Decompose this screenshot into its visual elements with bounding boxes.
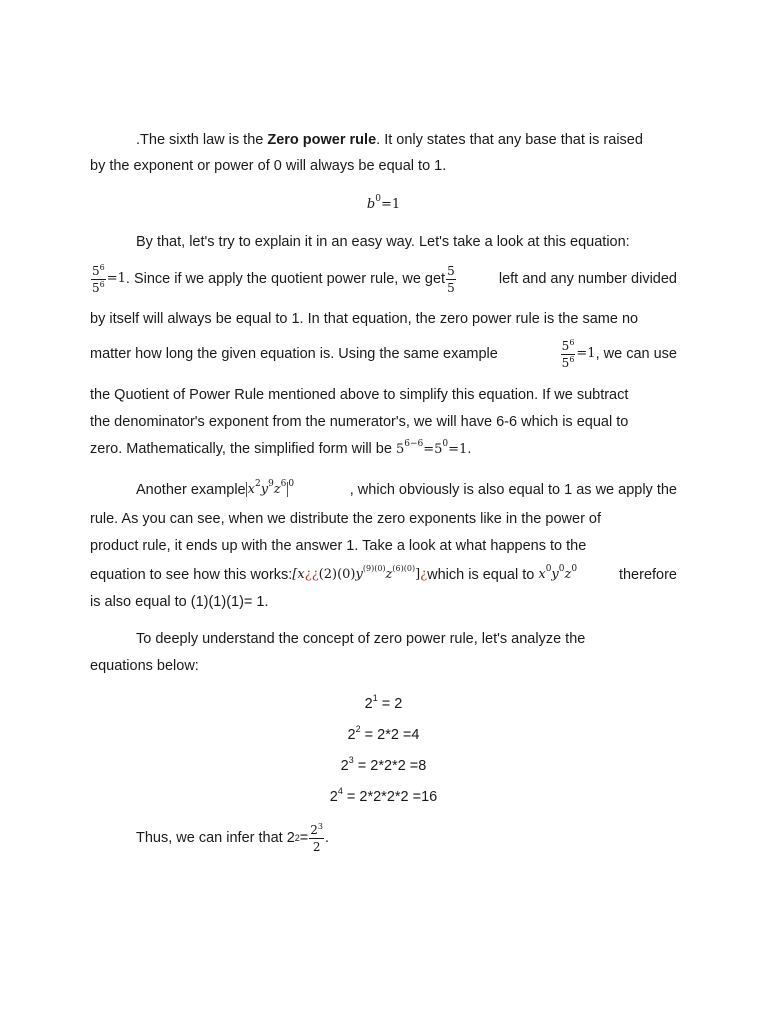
para1-line1 [90, 131, 677, 149]
text-run: . It only states that any base that is raised [376, 132, 643, 148]
para3-line3: product rule, it ends up with the answer 1. Take a look at what happens to the [90, 538, 587, 554]
para4-line1: To deeply understand the concept of zero power rule, let's analyze the [136, 631, 586, 647]
equation: $2^3 = 2*2*2 =8$ [340, 755, 427, 774]
para3-line2: rule. As you can see, when we distribute the zero exponents like in the power of [90, 511, 602, 527]
para2-line5: the Quotient of Power Rule mentioned above to simplify this equation. If we subtract [90, 387, 629, 403]
fraction: $\frac{2^3}{2}$ [310, 821, 323, 854]
equation: $2^4 = 2*2*2*2 =16$ [329, 786, 438, 805]
equation: $2^1 = 2$ [364, 693, 403, 712]
para2-line7: zero. Mathematically, the simplified form will be $5^{6-6}=5^0=1$. [90, 439, 472, 457]
fraction: $\frac{5^6}{5^6}$ [561, 337, 575, 370]
fraction: $\frac{5^6}{5^6}$ [92, 262, 105, 295]
text-run: .The sixth law is the [136, 132, 268, 148]
fraction: $\frac{5}{5}$ [447, 263, 455, 295]
para2-line1: By that, let's try to explain it in an easy way. Let's take a look at this equation: [136, 234, 630, 250]
para4-line2: equations below: [90, 658, 199, 674]
para2-line2: $\frac{5^6}{5^6}$ =1 . Since if we apply the quotient power rule, we get $\frac{5}{5}$ left and any number divided [92, 262, 677, 295]
para1-line2: by the exponent or power of 0 will always be equal to 1. [90, 158, 447, 174]
distributed-expression: $[x¿¿(2)(0)y^{(9)(0)}z^{(6)(0)}]¿$ [292, 564, 428, 582]
para3-line5: is also equal to (1)(1)(1)= 1. [90, 594, 269, 610]
para2-line3: by itself will always be equal to 1. In that equation, the zero power rule is the same no [90, 311, 639, 327]
conclusion-line: Thus, we can infer that 2 2 = $\frac{2^3}{2}$ . [136, 821, 330, 854]
zero-power-formula: $b^0=1$ [366, 194, 401, 212]
para3-line4: equation to see how this works: $[x¿¿(2)(0)y^{(9)(0)}z^{(6)(0)}]¿$ which is equal to $x^0y^0z^0$ therefore [90, 564, 677, 583]
para3-line1: Another example $x^2y^9z^6$ $^0$ , which obviously is also equal to 1 as we apply the [136, 479, 677, 498]
bold-term: Zero power rule [267, 132, 377, 148]
para2-line6: the denominator's exponent from the numerator's, we will have 6-6 which is equal to [90, 414, 629, 430]
equation: $2^2 = 2*2 =4$ [347, 724, 420, 743]
absolute-expression: $x^2y^9z^6$ $^0$ [247, 479, 295, 497]
para2-line4: matter how long the given equation is. Using the same example $\frac{5^6}{5^6}$ =1 , we can use [90, 337, 677, 370]
